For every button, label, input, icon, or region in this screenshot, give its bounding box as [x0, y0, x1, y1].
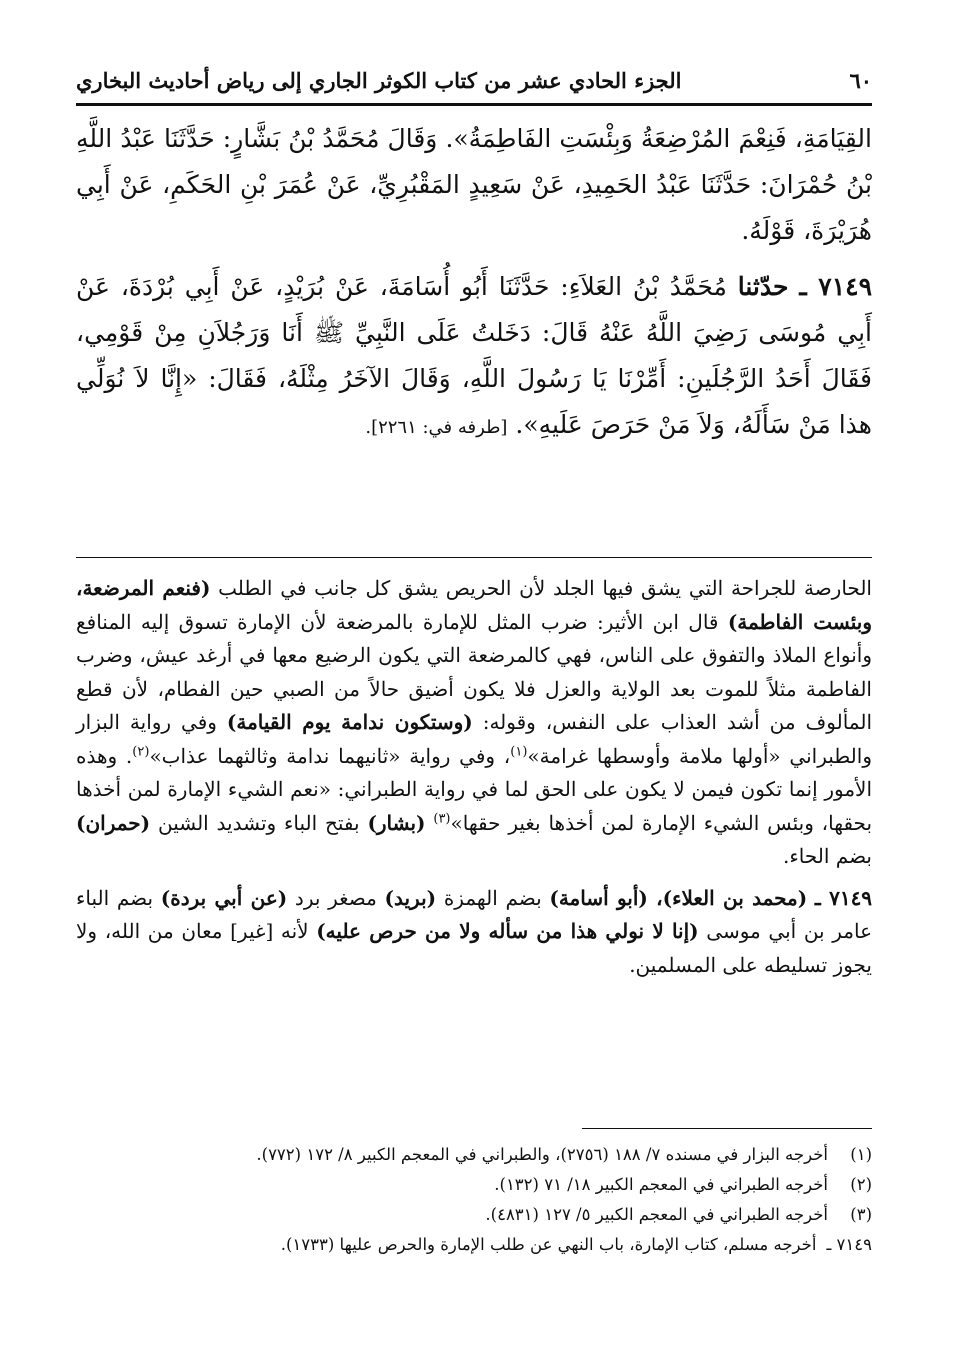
commentary-bold: (عن أبي بردة)	[160, 885, 288, 910]
commentary-text: . وهذه الأمور إنما تكون فيمن لا يكون على الحق لما في رواية الطبراني: «نعم الشيء الإمارة لمن أخذها بحقها، وبئس الشيء الإمارة لمن أخذها بغير حقها»	[76, 743, 873, 835]
footnote	[76, 1140, 872, 1170]
page-number: ٦٠	[849, 67, 872, 93]
commentary-text: بضم الباء عامر بن أبي موسى	[76, 885, 873, 943]
commentary-bold: (وستكون ندامة يوم القيامة)	[226, 710, 473, 734]
footnote-text: أخرجه مسلم، كتاب الإمارة، باب النهي عن طلب الإمارة والحرص عليها (١٧٣٣).	[280, 1235, 817, 1254]
commentary-hadith-number: ٧١٤٩ ـ	[814, 885, 873, 910]
footnote-number: (٣)	[850, 1205, 872, 1224]
footnotes-divider	[582, 1128, 872, 1129]
footnote-text: أخرجه الطبراني في المعجم الكبير ٥/ ١٢٧ (٤٨٣١).	[485, 1205, 828, 1224]
page-header	[76, 60, 872, 100]
commentary-text: مصغر برد	[294, 885, 377, 910]
footnote-number: (١)	[850, 1145, 872, 1164]
footnote	[76, 1170, 872, 1200]
footnote	[76, 1230, 872, 1260]
footnotes	[76, 1140, 872, 1260]
footnote-text: أخرجه الطبراني في المعجم الكبير ١٨/ ٧١ (١٣٢).	[494, 1175, 828, 1194]
hadith-body: مُحَمَّدُ بْنُ العَلاَءِ: حَدَّثَنَا أَبُو أُسَامَةَ، عَنْ بُرَيْدٍ، عَنْ أَبِي بُرْدَةَ، عَنْ أَبِي مُوسَى رَضِيَ اللَّهُ عَنْهُ قَالَ: دَخَلتُ عَلَى النَّبِيِّ ﷺ أَنَا وَرَجُلاَنِ مِنْ قَوْمِي، فَقَالَ أَحَدُ الرَّجُلَينِ: أَمِّرْنَا يَا رَسُولَ اللَّهِ، وَقَالَ الآخَرُ مِثْلَهُ، فَقَالَ: «إِنَّا لاَ نُوَلِّي هذا مَنْ سَأَلَهُ، وَلاَ مَنْ حَرَصَ عَلَيهِ».	[76, 272, 872, 439]
footnote-ref-1[interactable]: (١)	[510, 743, 528, 759]
footnote-ref-3[interactable]: (٣)	[433, 810, 451, 826]
commentary	[76, 572, 872, 990]
footnote-number: (٢)	[850, 1175, 872, 1194]
matn-commentary-divider	[76, 557, 872, 558]
tarfuh-reference: [طرفه في: ٢٢٦١].	[365, 417, 508, 438]
running-title: الجزء الحادي عشر من كتاب الكوثر الجاري إلى رياض أحاديث البخاري	[76, 67, 682, 93]
hadith-number: ٧١٤٩ ـ	[799, 272, 872, 301]
footnote-number: ٧١٤٩ ـ	[826, 1235, 872, 1254]
commentary-text: بضم الحاء.	[783, 844, 872, 868]
commentary-text: لأنه [غير] معان من الله، ولا يجوز تسليطه على المسلمين.	[76, 919, 872, 977]
commentary-text: ، وفي رواية «ثانيهما ندامة وثالثهما عذاب»	[149, 743, 511, 768]
footnote-ref-2[interactable]: (٢)	[132, 743, 150, 759]
commentary-bold: (فنعم المرضعة، وبئست الفاطمة)	[76, 576, 873, 634]
commentary-bold: (حمران)	[76, 810, 151, 835]
matn-paragraph-2	[76, 264, 872, 451]
commentary-text: قال ابن الأثير: ضرب المثل للإمارة بالمرضعة لأن الإمارة تسوق إليه المنافع وأنواع الملاذ والتفوق على الناس، فهي كالمرضعة التي يكون الرضيع معها في أرغد عيش، وضرب الفاطمة مثلاً للموت بعد الولاية والعزل فلا يكون أضيق حالاً من الصبي حين الفطام، لأن قطع المألوف من أشد العذاب على النفس، وقوله:	[76, 609, 873, 734]
matn-paragraph-1: القِيَامَةِ، فَنِعْمَ المُرْضِعَةُ وَبِئْسَتِ الفَاطِمَةُ». وَقَالَ مُحَمَّدُ بْنُ بَشَّارٍ: حَدَّثَنَا عَبْدُ اللَّهِ بْنُ حُمْرَانَ: حَدَّثَنَا عَبْدُ الحَمِيدِ، عَنْ سَعِيدٍ المَقْبُرِيِّ، عَنْ عُمَرَ بْنِ الحَكَمِ، عَنْ أَبِي هُرَيْرَةَ، قَوْلَهُ.	[76, 124, 872, 245]
commentary-text: بضم الهمزة	[443, 885, 542, 910]
haddathana-word: حدّثنا	[737, 272, 789, 301]
footnote-text: أخرجه البزار في مسنده ٧/ ١٨٨ (٢٧٥٦)، والطبراني في المعجم الكبير ٨/ ١٧٢ (٧٧٢).	[256, 1145, 828, 1164]
commentary-bold: (إنا لا نولي هذا من سأله ولا من حرص عليه)	[316, 919, 699, 943]
commentary-text: بفتح الباء وتشديد الشين	[157, 810, 360, 835]
header-rule	[76, 103, 872, 106]
commentary-paragraph-2	[76, 882, 872, 983]
commentary-bold: (محمد بن العلاء)، (أبو أسامة)	[549, 885, 808, 910]
commentary-text: الحارصة للجراحة التي يشق فيها الجلد لأن الحريص يشق كل جانب في الطلب	[218, 576, 872, 600]
hadith-text	[76, 116, 872, 461]
footnote	[76, 1200, 872, 1230]
commentary-bold: (بريد)	[384, 885, 437, 910]
commentary-bold: (بشار)	[367, 810, 426, 835]
commentary-paragraph-1	[76, 572, 872, 874]
commentary-text: وفي رواية البزار والطبراني «أولها ملامة وأوسطها غرامة»	[76, 710, 872, 768]
